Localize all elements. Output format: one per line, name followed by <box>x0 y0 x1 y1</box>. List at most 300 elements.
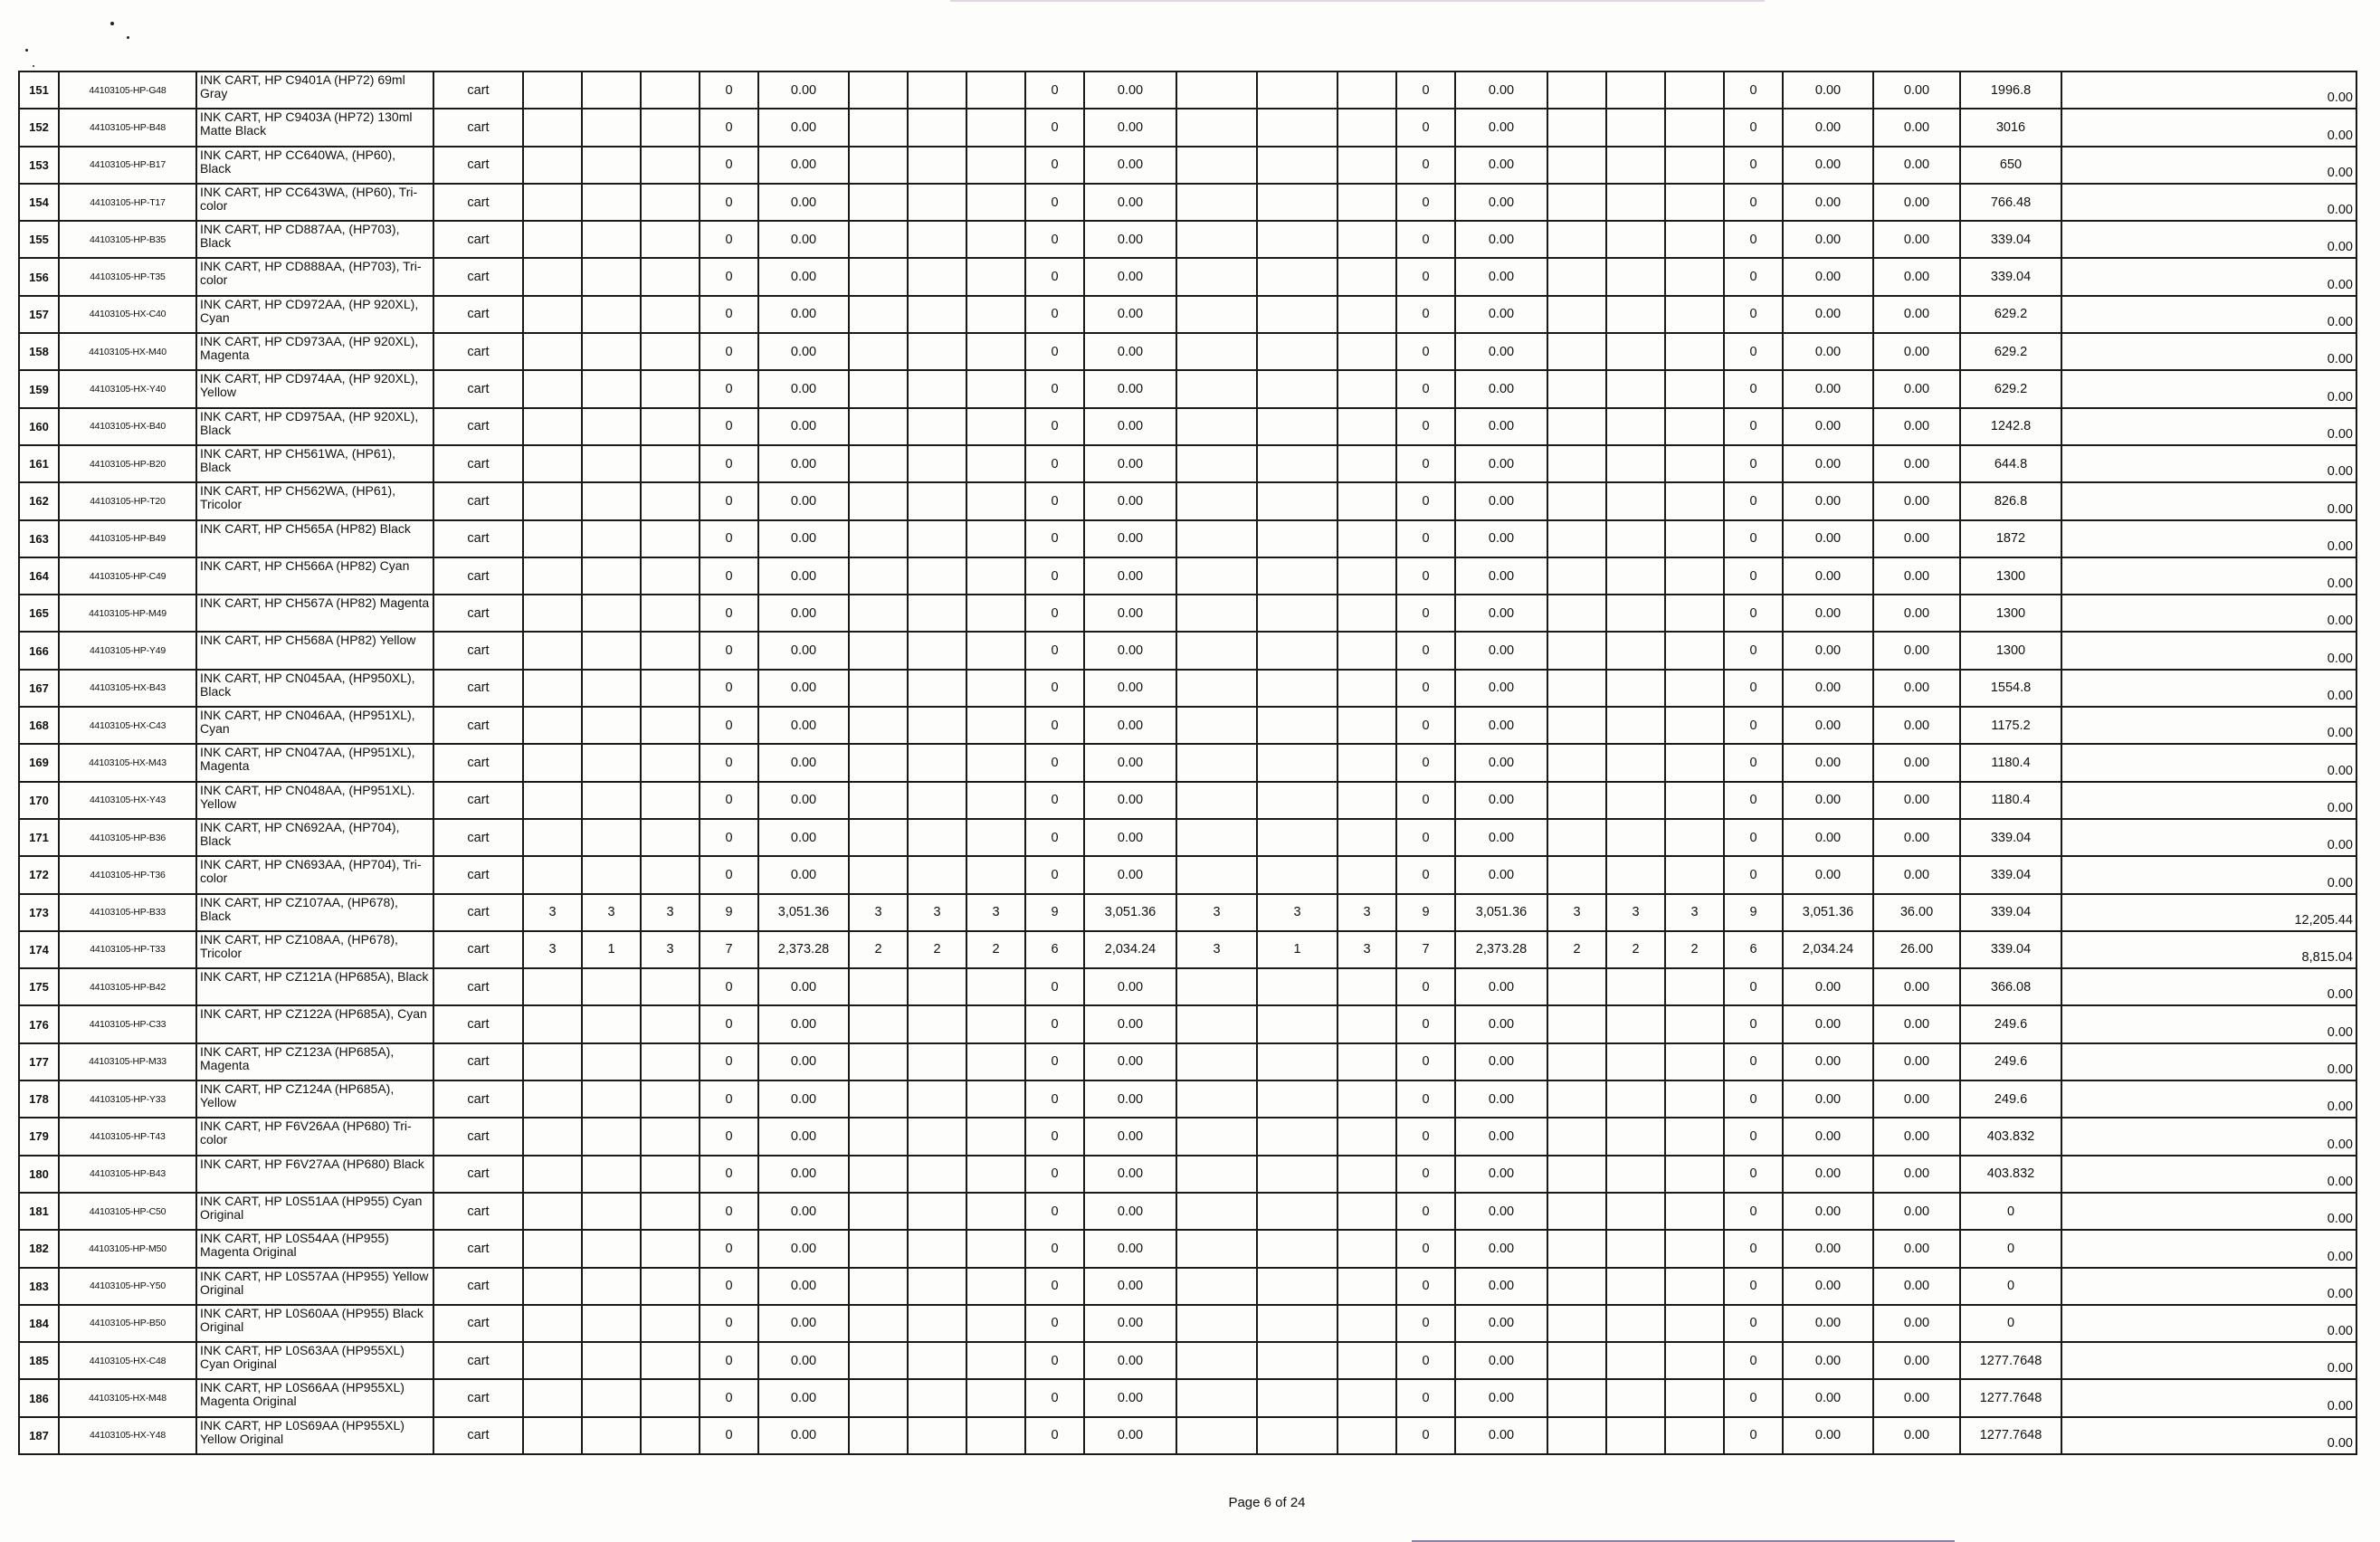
q4-month1-qty <box>1547 1193 1606 1230</box>
q4-month3-qty <box>1665 557 1724 595</box>
q3-total-amount: 0.00 <box>1455 408 1547 445</box>
q1-month3-qty <box>641 333 700 370</box>
q2-month3-qty <box>966 408 1025 445</box>
q4-total-qty: 0 <box>1724 1080 1783 1118</box>
q2-month2-qty <box>908 221 966 258</box>
table-row <box>19 1268 2356 1305</box>
item-number: 156 <box>19 258 59 295</box>
q4-month2-qty <box>1606 856 1665 893</box>
unit-of-measure: cart <box>433 1043 523 1080</box>
q1-month2-qty <box>582 333 641 370</box>
q3-month3-qty <box>1338 408 1396 445</box>
q2-total-qty: 0 <box>1025 296 1084 333</box>
q3-month2-qty <box>1257 221 1338 258</box>
q3-month3-qty <box>1338 1193 1396 1230</box>
item-number: 168 <box>19 707 59 744</box>
q2-month1-qty <box>849 632 908 669</box>
item-code: 44103105-HX-M40 <box>59 333 196 370</box>
q4-month2-qty <box>1606 1305 1665 1342</box>
q1-month2-qty <box>582 1193 641 1230</box>
q1-total-qty: 0 <box>700 1080 758 1118</box>
q4-month2-qty: 2 <box>1606 931 1665 968</box>
q3-total-amount: 0.00 <box>1455 670 1547 707</box>
q4-month3-qty <box>1665 147 1724 184</box>
q1-total-amount: 0.00 <box>758 782 849 819</box>
q3-total-qty: 0 <box>1396 707 1455 744</box>
q1-month3-qty <box>641 520 700 557</box>
price-catalogue: 249.6 <box>1960 1005 2061 1042</box>
q4-month2-qty <box>1606 1379 1665 1416</box>
q1-month1-qty: 3 <box>523 894 582 931</box>
q3-month2-qty <box>1257 670 1338 707</box>
q3-total-amount: 0.00 <box>1455 744 1547 781</box>
q2-month3-qty <box>966 1379 1025 1416</box>
price-catalogue: 0 <box>1960 1305 2061 1342</box>
q3-month1-qty <box>1176 258 1257 295</box>
q1-month2-qty <box>582 147 641 184</box>
q3-month3-qty <box>1338 1230 1396 1267</box>
item-code: 44103105-HX-B43 <box>59 670 196 707</box>
q1-month1-qty <box>523 71 582 109</box>
q2-total-amount: 0.00 <box>1084 1268 1176 1305</box>
q4-month1-qty <box>1547 408 1606 445</box>
q1-month2-qty <box>582 819 641 856</box>
q1-total-amount: 0.00 <box>758 1342 849 1379</box>
q4-month2-qty <box>1606 1118 1665 1155</box>
total-amount: 0.00 <box>2061 1156 2356 1193</box>
q2-month3-qty <box>966 221 1025 258</box>
q4-total-amount: 0.00 <box>1783 333 1873 370</box>
price-catalogue: 766.48 <box>1960 184 2061 221</box>
price-catalogue: 403.832 <box>1960 1156 2061 1193</box>
q4-month3-qty <box>1665 333 1724 370</box>
table-row <box>19 71 2356 109</box>
q1-total-amount: 0.00 <box>758 1193 849 1230</box>
q4-month3-qty <box>1665 707 1724 744</box>
q3-total-qty: 0 <box>1396 221 1455 258</box>
q2-month1-qty <box>849 707 908 744</box>
total-quantity: 0.00 <box>1873 1268 1960 1305</box>
table-row <box>19 707 2356 744</box>
q4-month1-qty <box>1547 482 1606 519</box>
q2-total-qty: 0 <box>1025 782 1084 819</box>
q1-total-amount: 0.00 <box>758 370 849 407</box>
q4-month2-qty: 3 <box>1606 894 1665 931</box>
q4-month2-qty <box>1606 71 1665 109</box>
q1-month3-qty <box>641 296 700 333</box>
q1-total-amount: 0.00 <box>758 482 849 519</box>
q2-total-amount: 0.00 <box>1084 1080 1176 1118</box>
q2-month3-qty <box>966 782 1025 819</box>
q3-month2-qty <box>1257 1043 1338 1080</box>
q3-total-qty: 0 <box>1396 1118 1455 1155</box>
q4-month3-qty <box>1665 1379 1724 1416</box>
unit-of-measure: cart <box>433 968 523 1005</box>
total-quantity: 0.00 <box>1873 408 1960 445</box>
item-code: 44103105-HX-C40 <box>59 296 196 333</box>
q3-month2-qty: 3 <box>1257 894 1338 931</box>
q3-month2-qty <box>1257 1193 1338 1230</box>
q1-month1-qty <box>523 482 582 519</box>
item-number: 182 <box>19 1230 59 1267</box>
q3-total-qty: 0 <box>1396 744 1455 781</box>
table-row <box>19 557 2356 595</box>
item-code: 44103105-HP-B42 <box>59 968 196 1005</box>
q1-month3-qty <box>641 1230 700 1267</box>
item-code: 44103105-HP-B20 <box>59 445 196 482</box>
q2-month3-qty <box>966 184 1025 221</box>
q1-month1-qty <box>523 1342 582 1379</box>
q1-total-qty: 0 <box>700 1005 758 1042</box>
q4-month1-qty <box>1547 632 1606 669</box>
q1-total-amount: 0.00 <box>758 296 849 333</box>
table-row <box>19 147 2356 184</box>
q1-total-amount: 0.00 <box>758 632 849 669</box>
unit-of-measure: cart <box>433 1268 523 1305</box>
q1-total-qty: 0 <box>700 1417 758 1454</box>
q1-month2-qty <box>582 408 641 445</box>
q2-month1-qty <box>849 109 908 146</box>
price-catalogue: 629.2 <box>1960 296 2061 333</box>
q3-total-qty: 0 <box>1396 856 1455 893</box>
q3-month3-qty <box>1338 1379 1396 1416</box>
total-quantity: 0.00 <box>1873 1005 1960 1042</box>
item-description: INK CART, HP CD972AA, (HP 920XL), Cyan <box>196 296 433 333</box>
q1-total-qty: 0 <box>700 1379 758 1416</box>
table-row <box>19 670 2356 707</box>
q2-month1-qty <box>849 1379 908 1416</box>
total-quantity: 0.00 <box>1873 856 1960 893</box>
q3-total-amount: 0.00 <box>1455 333 1547 370</box>
q3-month1-qty <box>1176 1043 1257 1080</box>
q1-month3-qty <box>641 1080 700 1118</box>
q3-total-qty: 0 <box>1396 632 1455 669</box>
q1-total-qty: 0 <box>700 184 758 221</box>
q1-total-qty: 0 <box>700 147 758 184</box>
q4-month1-qty <box>1547 856 1606 893</box>
q3-month3-qty <box>1338 221 1396 258</box>
q4-month2-qty <box>1606 670 1665 707</box>
q1-total-qty: 0 <box>700 1118 758 1155</box>
item-number: 187 <box>19 1417 59 1454</box>
item-number: 151 <box>19 71 59 109</box>
total-amount: 0.00 <box>2061 1043 2356 1080</box>
q2-month3-qty <box>966 1342 1025 1379</box>
q4-month2-qty <box>1606 1005 1665 1042</box>
q3-month2-qty <box>1257 1417 1338 1454</box>
q3-total-qty: 0 <box>1396 819 1455 856</box>
q3-total-amount: 0.00 <box>1455 707 1547 744</box>
q4-month2-qty <box>1606 147 1665 184</box>
q4-month2-qty <box>1606 968 1665 1005</box>
q2-month2-qty <box>908 1379 966 1416</box>
item-description: INK CART, HP C9403A (HP72) 130ml Matte Black <box>196 109 433 146</box>
q2-total-qty: 0 <box>1025 333 1084 370</box>
q3-total-amount: 0.00 <box>1455 1193 1547 1230</box>
q2-month1-qty <box>849 1118 908 1155</box>
q3-month1-qty <box>1176 1080 1257 1118</box>
q1-month2-qty <box>582 1005 641 1042</box>
q3-total-qty: 0 <box>1396 370 1455 407</box>
item-code: 44103105-HX-C43 <box>59 707 196 744</box>
q2-month2-qty <box>908 445 966 482</box>
q3-total-qty: 0 <box>1396 408 1455 445</box>
q3-month3-qty <box>1338 333 1396 370</box>
item-description: INK CART, HP CC640WA, (HP60), Black <box>196 147 433 184</box>
unit-of-measure: cart <box>433 370 523 407</box>
item-number: 157 <box>19 296 59 333</box>
q2-total-amount: 0.00 <box>1084 296 1176 333</box>
total-quantity: 0.00 <box>1873 819 1960 856</box>
q2-total-amount: 0.00 <box>1084 184 1176 221</box>
q1-month1-qty <box>523 221 582 258</box>
item-description: INK CART, HP F6V26AA (HP680) Tri-color <box>196 1118 433 1155</box>
q4-total-qty: 0 <box>1724 1193 1783 1230</box>
item-description: INK CART, HP CN692AA, (HP704), Black <box>196 819 433 856</box>
unit-of-measure: cart <box>433 670 523 707</box>
total-quantity: 0.00 <box>1873 147 1960 184</box>
q3-total-qty: 0 <box>1396 333 1455 370</box>
q4-month2-qty <box>1606 445 1665 482</box>
total-quantity: 0.00 <box>1873 1342 1960 1379</box>
item-description: INK CART, HP CZ123A (HP685A), Magenta <box>196 1043 433 1080</box>
q1-total-qty: 0 <box>700 109 758 146</box>
q4-month1-qty <box>1547 296 1606 333</box>
q2-total-qty: 0 <box>1025 408 1084 445</box>
price-catalogue: 0 <box>1960 1230 2061 1267</box>
q2-month1-qty <box>849 258 908 295</box>
q4-month3-qty <box>1665 221 1724 258</box>
total-quantity: 36.00 <box>1873 894 1960 931</box>
q3-month1-qty <box>1176 296 1257 333</box>
q1-total-amount: 0.00 <box>758 1230 849 1267</box>
q1-month3-qty <box>641 445 700 482</box>
unit-of-measure: cart <box>433 221 523 258</box>
table-row <box>19 1230 2356 1267</box>
item-code: 44103105-HX-Y48 <box>59 1417 196 1454</box>
q1-total-qty: 0 <box>700 482 758 519</box>
q1-month3-qty <box>641 707 700 744</box>
total-quantity: 0.00 <box>1873 445 1960 482</box>
price-catalogue: 1300 <box>1960 632 2061 669</box>
q2-month1-qty <box>849 445 908 482</box>
q1-total-qty: 7 <box>700 931 758 968</box>
q4-total-amount: 0.00 <box>1783 1305 1873 1342</box>
unit-of-measure: cart <box>433 1118 523 1155</box>
q1-month1-qty <box>523 1305 582 1342</box>
table-row <box>19 894 2356 931</box>
q2-month3-qty <box>966 670 1025 707</box>
item-description: INK CART, HP CZ122A (HP685A), Cyan <box>196 1005 433 1042</box>
q3-month3-qty <box>1338 1043 1396 1080</box>
q1-total-qty: 0 <box>700 856 758 893</box>
q2-month1-qty <box>849 221 908 258</box>
q2-total-amount: 0.00 <box>1084 856 1176 893</box>
table-body <box>19 71 2356 1454</box>
q1-total-amount: 0.00 <box>758 707 849 744</box>
total-quantity: 0.00 <box>1873 1080 1960 1118</box>
q4-month3-qty <box>1665 856 1724 893</box>
unit-of-measure: cart <box>433 894 523 931</box>
q3-month2-qty <box>1257 1305 1338 1342</box>
q2-total-amount: 3,051.36 <box>1084 894 1176 931</box>
q1-month3-qty <box>641 71 700 109</box>
table-row <box>19 258 2356 295</box>
q2-total-amount: 0.00 <box>1084 1342 1176 1379</box>
q3-month1-qty: 3 <box>1176 894 1257 931</box>
item-code: 44103105-HP-M49 <box>59 595 196 632</box>
q4-total-qty: 0 <box>1724 147 1783 184</box>
price-catalogue: 650 <box>1960 147 2061 184</box>
q3-total-qty: 0 <box>1396 1005 1455 1042</box>
q3-total-amount: 0.00 <box>1455 1379 1547 1416</box>
item-code: 44103105-HP-B17 <box>59 147 196 184</box>
q4-total-amount: 0.00 <box>1783 819 1873 856</box>
q1-total-amount: 0.00 <box>758 1005 849 1042</box>
q4-total-qty: 0 <box>1724 557 1783 595</box>
q2-total-qty: 0 <box>1025 147 1084 184</box>
item-number: 177 <box>19 1043 59 1080</box>
table-row <box>19 595 2356 632</box>
price-catalogue: 366.08 <box>1960 968 2061 1005</box>
q1-total-qty: 0 <box>700 1156 758 1193</box>
q1-month2-qty <box>582 744 641 781</box>
q4-total-qty: 0 <box>1724 632 1783 669</box>
q1-month1-qty <box>523 147 582 184</box>
q4-month2-qty <box>1606 1043 1665 1080</box>
q1-total-qty: 0 <box>700 221 758 258</box>
q1-total-amount: 0.00 <box>758 184 849 221</box>
q4-total-amount: 0.00 <box>1783 744 1873 781</box>
q3-month3-qty <box>1338 445 1396 482</box>
item-number: 172 <box>19 856 59 893</box>
q1-total-qty: 0 <box>700 557 758 595</box>
q1-month1-qty <box>523 445 582 482</box>
q4-month2-qty <box>1606 1230 1665 1267</box>
q2-month3-qty <box>966 258 1025 295</box>
q1-total-amount: 3,051.36 <box>758 894 849 931</box>
q1-month2-qty <box>582 1417 641 1454</box>
q4-total-amount: 0.00 <box>1783 1043 1873 1080</box>
q4-month3-qty <box>1665 258 1724 295</box>
q3-month2-qty <box>1257 445 1338 482</box>
total-amount: 0.00 <box>2061 147 2356 184</box>
item-code: 44103105-HP-C50 <box>59 1193 196 1230</box>
q1-total-qty: 0 <box>700 333 758 370</box>
q1-month2-qty <box>582 1230 641 1267</box>
q4-month2-qty <box>1606 1156 1665 1193</box>
q3-month3-qty <box>1338 670 1396 707</box>
q1-month2-qty <box>582 707 641 744</box>
price-catalogue: 629.2 <box>1960 370 2061 407</box>
q3-total-amount: 0.00 <box>1455 147 1547 184</box>
total-quantity: 0.00 <box>1873 782 1960 819</box>
q4-month3-qty <box>1665 1005 1724 1042</box>
q3-total-qty: 0 <box>1396 1193 1455 1230</box>
q3-total-qty: 0 <box>1396 782 1455 819</box>
q1-month2-qty <box>582 1379 641 1416</box>
q3-month2-qty <box>1257 595 1338 632</box>
q2-month3-qty <box>966 1005 1025 1042</box>
q2-total-amount: 0.00 <box>1084 595 1176 632</box>
q4-month2-qty <box>1606 632 1665 669</box>
q3-month3-qty <box>1338 1305 1396 1342</box>
item-description: INK CART, HP L0S57AA (HP955) Yellow Original <box>196 1268 433 1305</box>
q1-total-amount: 0.00 <box>758 557 849 595</box>
q4-total-qty: 0 <box>1724 1118 1783 1155</box>
q2-month2-qty <box>908 1230 966 1267</box>
q3-month3-qty <box>1338 482 1396 519</box>
q1-month2-qty <box>582 71 641 109</box>
q1-total-amount: 0.00 <box>758 333 849 370</box>
total-amount: 0.00 <box>2061 370 2356 407</box>
unit-of-measure: cart <box>433 931 523 968</box>
total-quantity: 0.00 <box>1873 482 1960 519</box>
q2-total-qty: 0 <box>1025 445 1084 482</box>
q1-month2-qty <box>582 595 641 632</box>
q1-total-qty: 0 <box>700 258 758 295</box>
total-quantity: 26.00 <box>1873 931 1960 968</box>
q3-total-amount: 0.00 <box>1455 856 1547 893</box>
q2-month2-qty <box>908 744 966 781</box>
q4-month2-qty <box>1606 296 1665 333</box>
unit-of-measure: cart <box>433 1080 523 1118</box>
q3-month1-qty: 3 <box>1176 931 1257 968</box>
q2-month2-qty <box>908 1080 966 1118</box>
unit-of-measure: cart <box>433 632 523 669</box>
q1-month3-qty <box>641 1043 700 1080</box>
q1-month1-qty <box>523 1005 582 1042</box>
unit-of-measure: cart <box>433 1156 523 1193</box>
q2-month2-qty <box>908 968 966 1005</box>
q1-month1-qty <box>523 1379 582 1416</box>
q4-month1-qty <box>1547 1342 1606 1379</box>
q3-month3-qty <box>1338 1417 1396 1454</box>
table-row <box>19 221 2356 258</box>
table-row <box>19 782 2356 819</box>
q2-month1-qty <box>849 595 908 632</box>
item-code: 44103105-HP-T35 <box>59 258 196 295</box>
q4-total-amount: 0.00 <box>1783 968 1873 1005</box>
q4-total-qty: 0 <box>1724 856 1783 893</box>
q1-total-qty: 0 <box>700 1342 758 1379</box>
q2-month1-qty: 2 <box>849 931 908 968</box>
q4-total-qty: 0 <box>1724 1342 1783 1379</box>
q2-month1-qty <box>849 296 908 333</box>
total-amount: 0.00 <box>2061 445 2356 482</box>
q2-total-amount: 0.00 <box>1084 370 1176 407</box>
q1-month2-qty <box>582 445 641 482</box>
q1-month2-qty <box>582 109 641 146</box>
q2-total-amount: 0.00 <box>1084 968 1176 1005</box>
q3-month2-qty <box>1257 184 1338 221</box>
total-quantity: 0.00 <box>1873 744 1960 781</box>
q2-total-amount: 0.00 <box>1084 71 1176 109</box>
q4-month1-qty <box>1547 1379 1606 1416</box>
q4-month3-qty: 2 <box>1665 931 1724 968</box>
q3-total-amount: 0.00 <box>1455 184 1547 221</box>
q4-month1-qty <box>1547 333 1606 370</box>
q2-month2-qty <box>908 408 966 445</box>
q1-total-amount: 2,373.28 <box>758 931 849 968</box>
item-number: 183 <box>19 1268 59 1305</box>
price-catalogue: 0 <box>1960 1193 2061 1230</box>
q2-total-amount: 0.00 <box>1084 1043 1176 1080</box>
item-number: 173 <box>19 894 59 931</box>
q1-total-qty: 0 <box>700 71 758 109</box>
q1-total-qty: 0 <box>700 744 758 781</box>
unit-of-measure: cart <box>433 408 523 445</box>
